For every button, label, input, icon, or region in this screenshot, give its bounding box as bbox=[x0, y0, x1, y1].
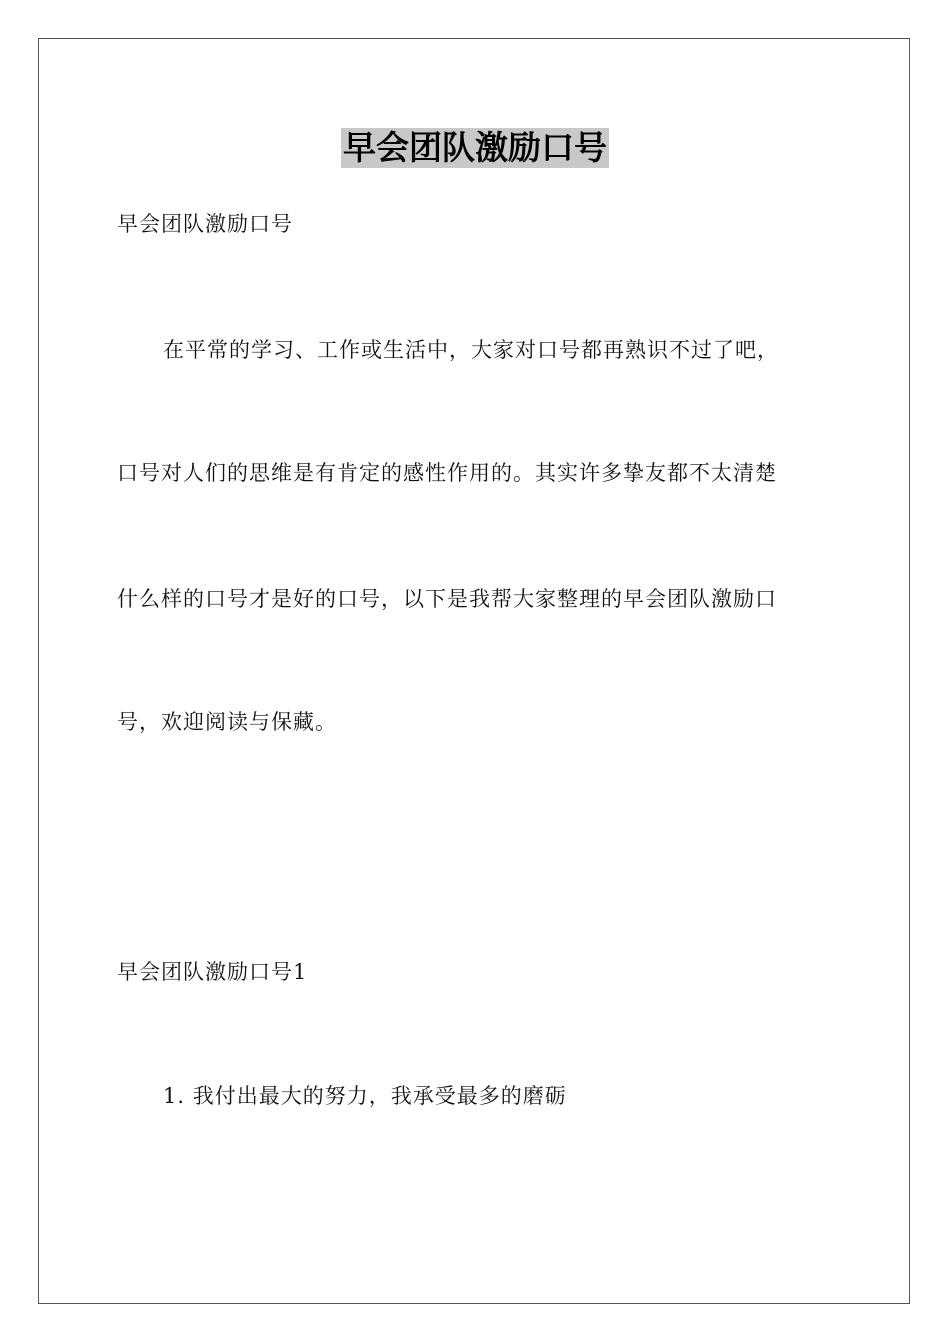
intro-line-2: 口号对人们的思维是有肯定的感性作用的。其实许多挚友都不太清楚 bbox=[117, 461, 777, 485]
section-heading: 早会团队激励口号1 bbox=[117, 960, 308, 984]
intro-line-1: 在平常的学习、工作或生活中，大家对口号都再熟识不过了吧， bbox=[163, 338, 779, 362]
intro-line-4: 号，欢迎阅读与保藏。 bbox=[117, 710, 337, 734]
document-title: 早会团队激励口号 bbox=[343, 128, 607, 167]
title-container bbox=[0, 128, 950, 168]
slogan-item-1: 1. 我付出最大的努力，我承受最多的磨砺 bbox=[163, 1084, 567, 1108]
document-subtitle: 早会团队激励口号 bbox=[117, 212, 293, 236]
intro-line-3: 什么样的口号才是好的口号，以下是我帮大家整理的早会团队激励口 bbox=[117, 587, 777, 611]
